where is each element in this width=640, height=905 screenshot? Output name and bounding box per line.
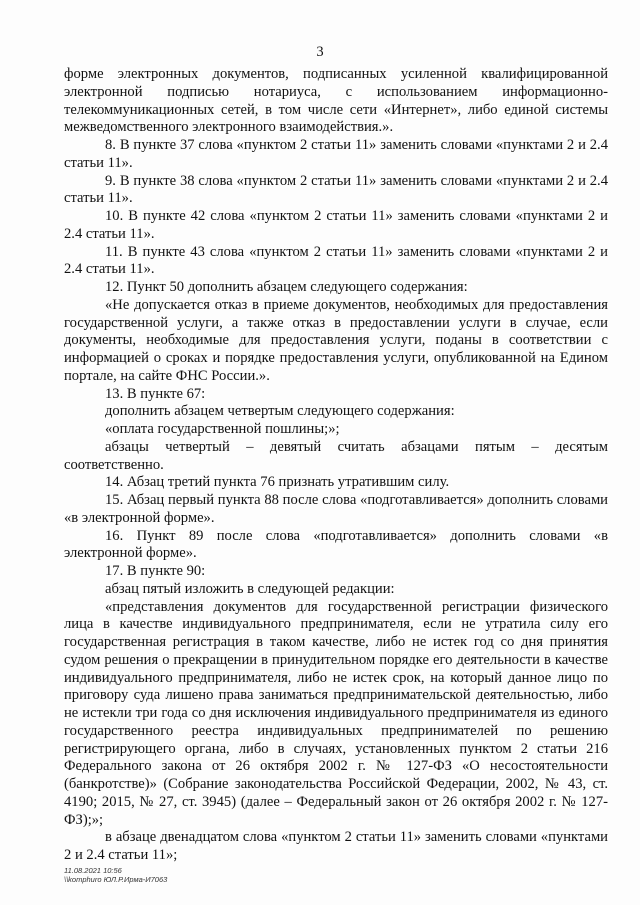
footer-timestamp: 11.08.2021 10:56 <box>64 866 122 875</box>
paragraph: дополнить абзацем четвертым следующего содержания: <box>105 403 455 420</box>
paragraph: в абзаце двенадцатом слова «пунктом 2 статьи 11» заменить словами «пунктами 2 и 2.4 статьи 11»; <box>64 829 608 863</box>
paragraph: 9. В пункте 38 слова «пунктом 2 статьи 11» заменить словами «пунктами 2 и 2.4 статьи 11». <box>64 172 608 207</box>
paragraph: абзацы четвертый – девятый считать абзацами пятым – десятым соответственно. <box>64 438 608 473</box>
document-body <box>64 66 608 865</box>
paragraph: «представления документов для государственной регистрации физического лица в качестве индивидуального предпринимателя, если не утратила силу его государственная регистрация в таком качестве, либо не истек год со дня принятия судом решения о прекращении в принудительном порядке его деятельности в качестве индивидуального предпринимателя, либо не истек срок, на который данное лицо по приговору суда лишено права заниматься предпринимательской деятельностью, либо не истекли три года со дня исключения индивидуального предпринимателя из единого государственного реестра индивидуальных предпринимателей по решению регистрирующего органа, либо в случаях, установленных пунктом 2 статьи 216 Федерального закона от 26 октября 2002 г. № 127-ФЗ «О несостоятельности (банкротстве)» (Собрание законодательства Российской Федерации, 2002, № 43, ст. 4190; 2015, № 27, ст. 3945) (далее – Федеральный закон от 26 октября 2002 г. № 127-ФЗ);»; <box>64 598 608 828</box>
page-number: 3 <box>316 44 324 60</box>
paragraph: 16. Пункт 89 после слова «подготавливается» дополнить словами «в электронной форме». <box>64 527 608 562</box>
paragraph: «Не допускается отказ в приеме документов, необходимых для предоставления государственной услуги, а также отказ в предоставлении услуги в случае, если документы, необходимые для предоставления услуги, поданы в соответствии с информацией о сроках и порядке предоставления услуги, опубликованной на Едином портале, на сайте ФНС России.». <box>64 296 608 384</box>
paragraph: 11. В пункте 43 слова «пунктом 2 статьи 11» заменить словами «пунктами 2 и 2.4 статьи 11». <box>64 243 608 278</box>
paragraph: 8. В пункте 37 слова «пунктом 2 статьи 11» заменить словами «пунктами 2 и 2.4 статьи 11». <box>64 137 608 171</box>
paragraph: 10. В пункте 42 слова «пунктом 2 статьи 11» заменить словами «пунктами 2 и 2.4 статьи 11». <box>64 208 608 242</box>
footer-file-path: \\komphuro ЮЛ.Р.Ирма-И7063 <box>64 875 168 884</box>
paragraph: 12. Пункт 50 дополнить абзацем следующего содержания: <box>105 279 468 295</box>
paragraph: 15. Абзац первый пункта 88 после слова «подготавливается» дополнить словами «в электронной форме». <box>64 492 608 526</box>
paragraph: 17. В пункте 90: <box>105 563 206 579</box>
paragraph: «оплата государственной пошлины;»; <box>105 421 340 437</box>
paragraph: абзац пятый изложить в следующей редакции: <box>105 580 395 597</box>
paragraph: форме электронных документов, подписанных усиленной квалифицированной электронной подписью нотариуса, с использованием информационно-телекоммуникационных сетей, в том числе сети «Интернет», либо единой системы межведомственного электронного взаимодействия.». <box>64 66 608 136</box>
paragraph: 13. В пункте 67: <box>105 385 206 402</box>
document-footer <box>64 866 167 884</box>
paragraph: 14. Абзац третий пункта 76 признать утратившим силу. <box>105 474 450 491</box>
